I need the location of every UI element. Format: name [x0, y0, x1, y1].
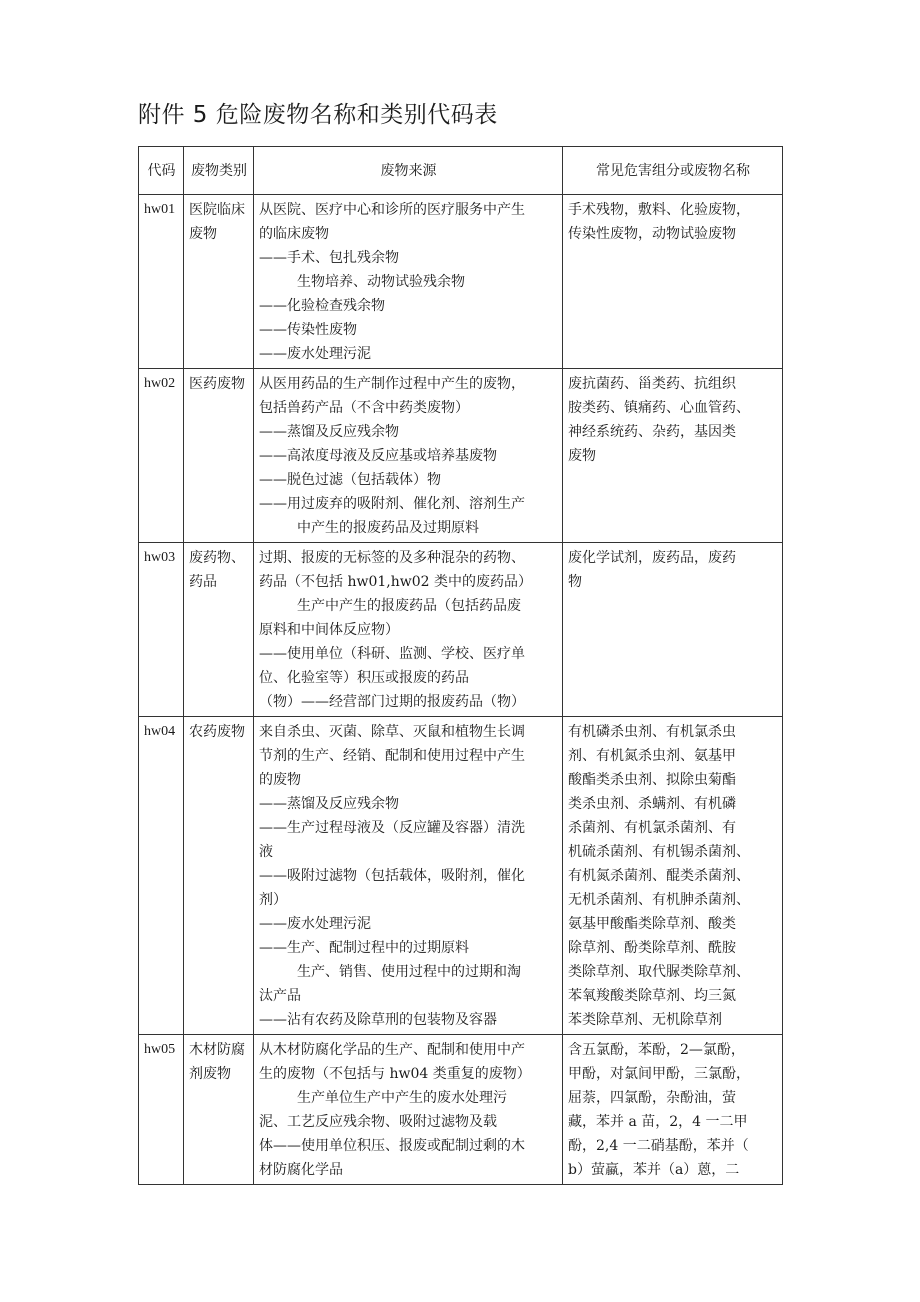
names-line: 甲酚，对氯间甲酚，三氯酚， [568, 1066, 750, 1082]
names-line: 机硫杀菌剂、有机锡杀菌剂、 [568, 844, 750, 860]
row-category [184, 369, 254, 543]
row-category [184, 717, 254, 1035]
source-line: 包括兽药产品（不含中药类废物） [259, 400, 469, 416]
source-line: 过期、报废的无标签的及多种混杂的药物、 [259, 550, 525, 566]
source-line: 剂） [259, 892, 287, 908]
header-source: 废物来源 [254, 147, 563, 195]
row-code: hw02 [139, 369, 184, 543]
row-category [184, 543, 254, 717]
table-row [139, 195, 783, 369]
source-line: 从木材防腐化学品的生产、配制和使用中产 [259, 1042, 525, 1058]
header-names: 常见危害组分或废物名称 [563, 147, 783, 195]
header-code: 代码 [139, 147, 184, 195]
row-code: hw03 [139, 543, 184, 717]
source-line: 位、化验室等）积压或报废的药品 [259, 670, 469, 686]
category-line: 医药废物 [189, 376, 245, 392]
source-line: ——蒸馏及反应残余物 [259, 424, 399, 440]
source-line: 节剂的生产、经销、配制和使用过程中产生 [259, 748, 525, 764]
names-line: 酸酯类杀虫剂、拟除虫菊酯 [568, 772, 736, 788]
names-line: 类杀虫剂、杀螨剂、有机磷 [568, 796, 736, 812]
row-code: hw01 [139, 195, 184, 369]
source-line: 生产、销售、使用过程中的过期和淘 [297, 964, 521, 980]
source-line: 来自杀虫、灭菌、除草、灭鼠和植物生长调 [259, 724, 525, 740]
source-line: ——手术、包扎残余物 [259, 250, 399, 266]
source-line: 材防腐化学品 [259, 1162, 343, 1178]
names-line: 藏，苯并 a 苗，2，4 一二甲 [568, 1114, 748, 1130]
source-line: ——废水处理污泥 [259, 346, 371, 362]
names-line: 神经系统药、杂药，基因类 [568, 424, 736, 440]
row-code: hw05 [139, 1035, 184, 1185]
category-line: 药品 [189, 574, 217, 590]
table-row [139, 717, 783, 1035]
row-names [563, 369, 783, 543]
source-line: 的临床废物 [259, 226, 329, 242]
source-line: ——高浓度母液及反应基或培养基废物 [259, 448, 497, 464]
names-line: 杀菌剂、有机氯杀菌剂、有 [568, 820, 736, 836]
table-row [139, 1035, 783, 1185]
row-source [254, 369, 563, 543]
row-names [563, 1035, 783, 1185]
names-line: 剂、有机氮杀虫剂、氨基甲 [568, 748, 736, 764]
names-line: 废抗菌药、甾类药、抗组织 [568, 376, 736, 392]
names-line: 有机氮杀菌剂、醌类杀菌剂、 [568, 868, 750, 884]
row-source [254, 543, 563, 717]
source-line: 液 [259, 844, 273, 860]
table-header-row [139, 147, 783, 195]
source-line: ——脱色过滤（包括载体）物 [259, 472, 441, 488]
table-row [139, 369, 783, 543]
row-names [563, 543, 783, 717]
row-code: hw04 [139, 717, 184, 1035]
row-source [254, 1035, 563, 1185]
source-line: 生物培养、动物试验残余物 [297, 274, 465, 290]
names-line: b）萤蠃，苯并（a）蒽，二 [568, 1162, 740, 1178]
names-line: 无机杀菌剂、有机胂杀菌剂、 [568, 892, 750, 908]
category-line: 废药物、 [189, 550, 245, 566]
page-title: 附件 5 危险废物名称和类别代码表 [138, 102, 498, 128]
source-line: 的废物 [259, 772, 301, 788]
category-line: 剂废物 [189, 1066, 231, 1082]
table-row [139, 543, 783, 717]
names-line: 类除草剂、取代脲类除草剂、 [568, 964, 750, 980]
source-line: 体——使用单位积压、报废或配制过剩的木 [259, 1138, 525, 1154]
row-category [184, 195, 254, 369]
names-line: 胺类药、镇痛药、心血管药、 [568, 400, 750, 416]
source-line: 从医院、医疗中心和诊所的医疗服务中产生 [259, 202, 525, 218]
source-line: ——沾有农药及除草刑的包装物及容器 [259, 1012, 497, 1028]
hazardous-waste-code-table [138, 146, 783, 1185]
category-line: 医院临床 [189, 202, 245, 218]
source-line: 从医用药品的生产制作过程中产生的废物， [259, 376, 525, 392]
names-line: 废物 [568, 448, 596, 464]
names-line: 苯类除草剂、无机除草剂 [568, 1012, 722, 1028]
source-line: ——生产、配制过程中的过期原料 [259, 940, 469, 956]
source-line: ——生产过程母液及（反应罐及容器）清洗 [259, 820, 525, 836]
names-line: 除草剂、酚类除草剂、酰胺 [568, 940, 736, 956]
names-line: 苯氧羧酸类除草剂、均三氮 [568, 988, 736, 1004]
names-line: 氨基甲酸酯类除草剂、酸类 [568, 916, 736, 932]
source-line: 药品（不包括 hw01,hw02 类中的废药品） [259, 574, 532, 590]
names-line: 酚，2,4 一二硝基酚，苯并（ [568, 1138, 749, 1154]
names-line: 手术残物，敷料、化验废物， [568, 202, 750, 218]
source-line: 生产单位生产中产生的废水处理污 [297, 1090, 507, 1106]
source-line: ——使用单位（科研、监测、学校、医疗单 [259, 646, 525, 662]
source-line: ——蒸馏及反应残余物 [259, 796, 399, 812]
row-source [254, 717, 563, 1035]
source-line: 原料和中间体反应物） [259, 622, 399, 638]
source-line: 中产生的报废药品及过期原料 [297, 520, 479, 536]
names-line: 废化学试剂，废药品，废药 [568, 550, 736, 566]
row-category [184, 1035, 254, 1185]
row-names [563, 195, 783, 369]
row-names [563, 717, 783, 1035]
row-source [254, 195, 563, 369]
names-line: 含五氯酚，苯酚，2—氯酚， [568, 1042, 745, 1058]
names-line: 屈萘，四氯酚，杂酚油，萤 [568, 1090, 736, 1106]
source-line: 生的废物（不包括与 hw04 类重复的废物） [259, 1066, 531, 1082]
source-line: ——传染性废物 [259, 322, 357, 338]
source-line: 泥、工艺反应残余物、吸附过滤物及载 [259, 1114, 497, 1130]
source-line: 生产中产生的报废药品（包括药品废 [297, 598, 521, 614]
category-line: 废物 [189, 226, 217, 242]
header-category: 废物类别 [184, 147, 254, 195]
source-line: ——吸附过滤物（包括载体，吸附剂，催化 [259, 868, 525, 884]
source-line: （物）——经营部门过期的报废药品（物） [259, 694, 525, 710]
names-line: 传染性废物，动物试验废物 [568, 226, 736, 242]
source-line: ——废水处理污泥 [259, 916, 371, 932]
names-line: 有机磷杀虫剂、有机氯杀虫 [568, 724, 736, 740]
source-line: ——化验检查残余物 [259, 298, 385, 314]
names-line: 物 [568, 574, 582, 590]
source-line: ——用过废弃的吸附剂、催化剂、溶剂生产 [259, 496, 525, 512]
source-line: 汰产品 [259, 988, 301, 1004]
category-line: 木材防腐 [189, 1042, 245, 1058]
category-line: 农药废物 [189, 724, 245, 740]
